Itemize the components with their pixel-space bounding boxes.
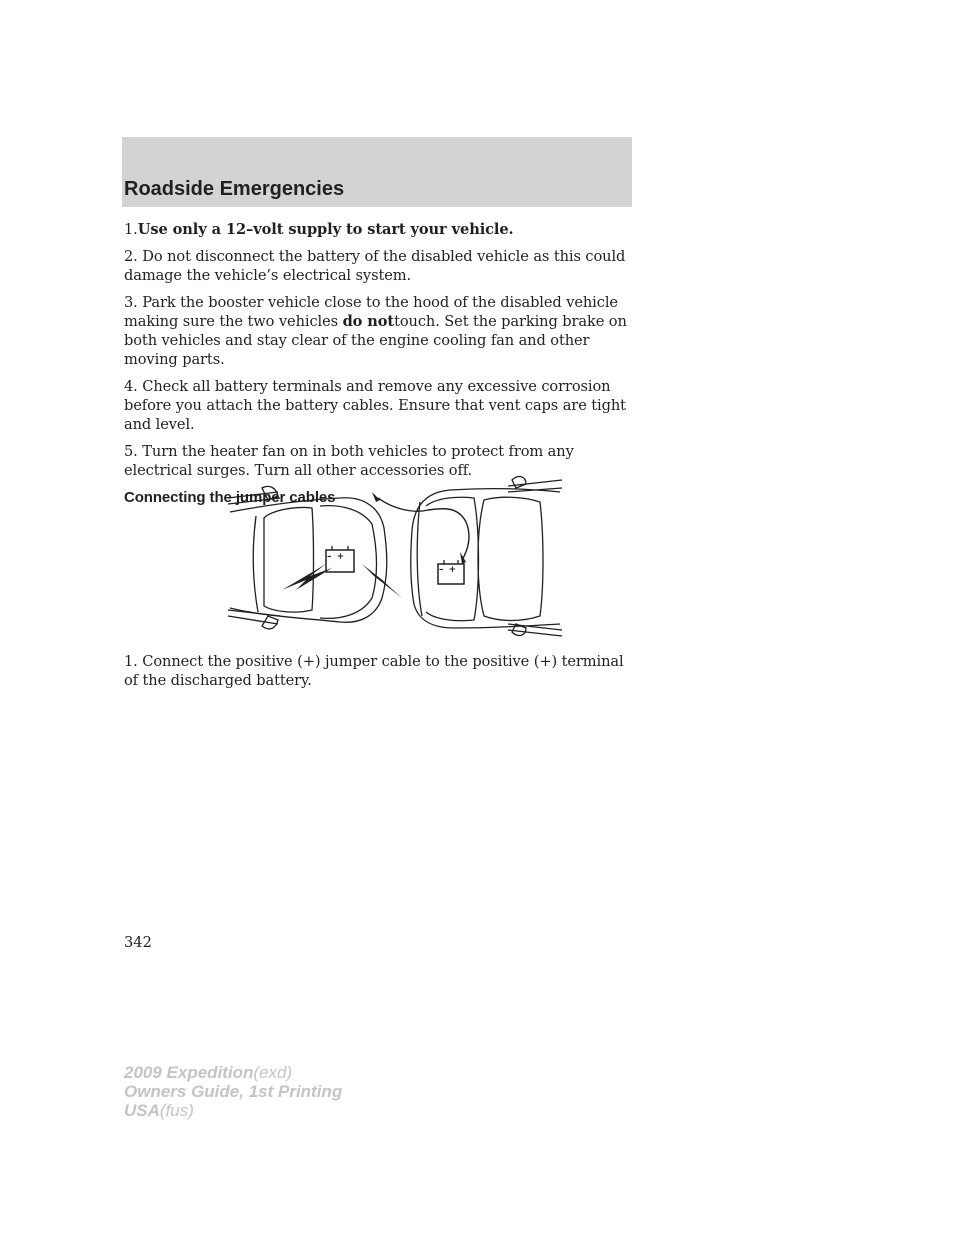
step-3 [124,293,639,369]
footer-model-code: (exd) [253,1063,293,1082]
left-battery-terminal-label: – + [327,552,346,562]
footer-guide: Owners Guide, 1st Printing [124,1082,343,1101]
step-4-text: Check all battery terminals and remove any excessive corrosion before you attach the battery cables. Ensure that vent caps are tight and level. [124,378,626,433]
step-3-text-a: Park the booster vehicle close to the hood of the disabled vehicle making sure the two vehicles [124,294,618,330]
page-number: 342 [124,934,152,951]
right-battery-terminal-label: – + [439,565,458,575]
footer-market-code: (fus) [159,1101,194,1120]
step-2 [124,247,639,285]
step-3-number: 3. [124,294,138,311]
step-5-text: Turn the heater fan on in both vehicles to protect from any electrical surges. Turn all other accessories off. [124,443,574,479]
step-1 [124,220,639,239]
step-2-number: 2. [124,248,138,265]
connect-step-1 [124,652,639,690]
step-4 [124,377,639,434]
jump-start-illustration [222,466,566,642]
cable-clamp-icon [372,492,380,502]
step-3-emphasis: do not [342,313,395,330]
step-4-number: 4. [124,378,138,395]
disabled-vehicle-drawing [228,486,402,628]
step-2-text: Do not disconnect the battery of the disabled vehicle as this could damage the vehicle’s electrical system. [124,248,626,284]
step-5-number: 5. [124,443,138,460]
left-lightning-icon [282,564,332,590]
connect-step-1-text: Connect the positive (+) jumper cable to the positive (+) terminal of the discharged battery. [124,653,624,689]
section-title: Roadside Emergencies [124,178,345,200]
print-footer [124,1063,342,1120]
subheading: Connecting the jumper cables [124,489,336,506]
footer-model: 2009 Expedition [124,1063,254,1082]
right-lightning-icon [362,564,402,598]
step-3-text-b: touch. Set the parking brake on both vehicles and stay clear of the engine cooling fan and other moving parts. [124,313,627,368]
step-1-text: Use only a 12–volt supply to start your vehicle. [137,221,514,238]
connect-step-1-number: 1. [124,653,138,670]
footer-market: USA [124,1101,160,1120]
connect-steps [124,652,639,690]
booster-vehicle-drawing [411,477,562,636]
step-1-number: 1. [124,221,138,238]
